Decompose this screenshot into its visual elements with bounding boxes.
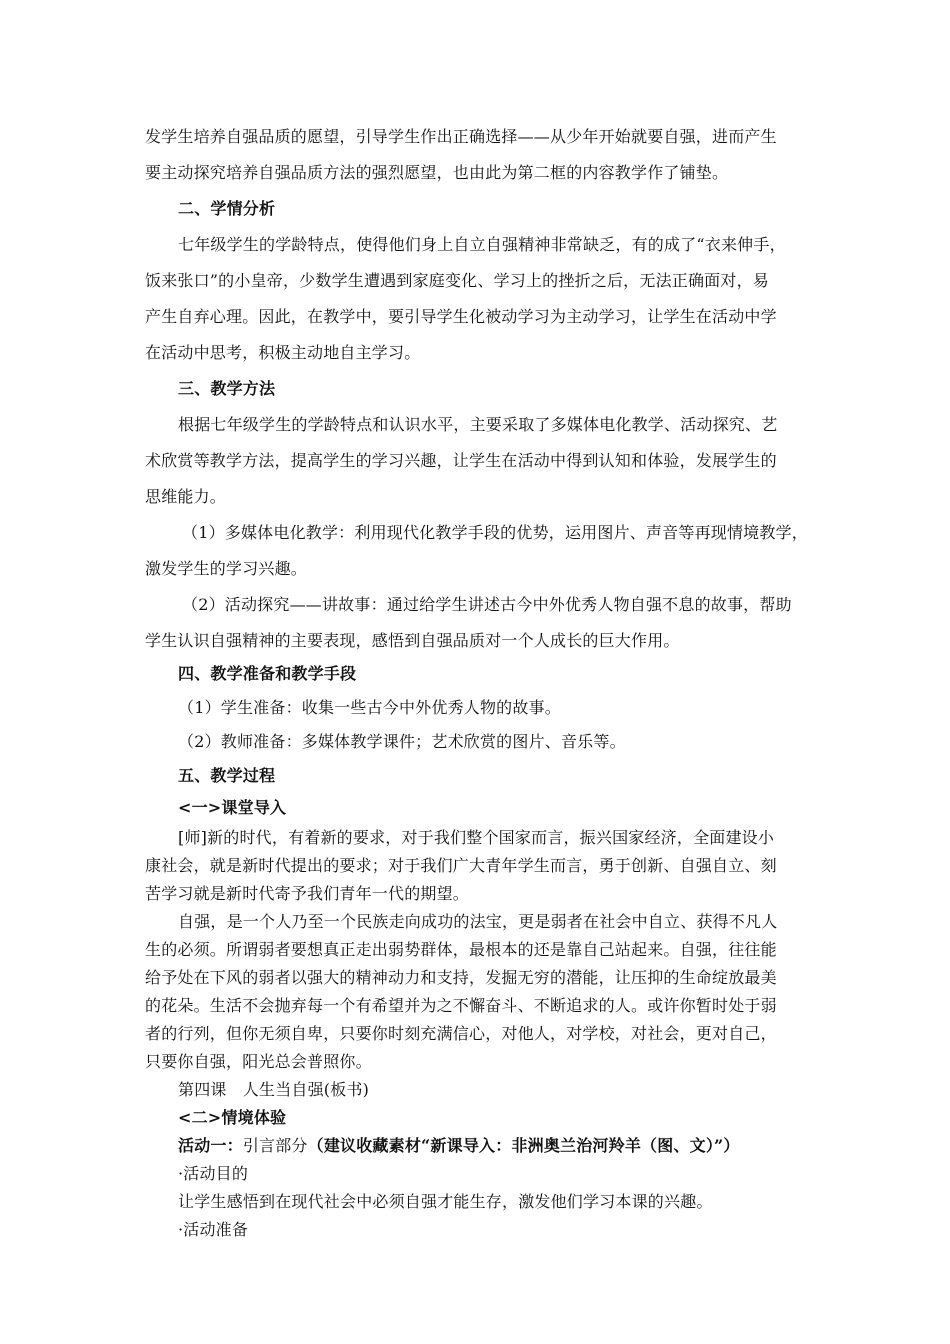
paragraph-line: 自强，是一个人乃至一个民族走向成功的法宝，更是弱者在社会中自立、获得不凡人 (178, 912, 778, 931)
activity-one-line (178, 1136, 740, 1156)
paragraph-line: 苦学习就是新时代寄予我们青年一代的期望。 (145, 884, 470, 903)
paragraph-line: 思维能力。 (145, 487, 227, 506)
subsection-heading-intro: <一>课堂导入 (178, 798, 287, 817)
paragraph-line: 康社会，就是新时代提出的要求；对于我们广大青年学生而言，勇于创新、自强自立、刻 (145, 856, 777, 875)
paragraph-line: 术欣赏等教学方法，提高学生的学习兴趣，让学生在活动中得到认知和体验，发展学生的 (145, 451, 777, 470)
paragraph-line: 只要你自强，阳光总会普照你。 (145, 1052, 372, 1071)
section-heading-teaching-methods: 三、教学方法 (178, 379, 276, 398)
activity-one-note: （建议收藏素材“新课导入：非洲奥兰治河羚羊（图、文）”） (307, 1136, 740, 1155)
paragraph-line: 学生认识自强精神的主要表现，感悟到自强品质对一个人成长的巨大作用。 (145, 631, 680, 650)
list-item-multimedia: （1）多媒体电化教学：利用现代化教学手段的优势，运用图片、声音等再现情境教学， (182, 523, 808, 542)
paragraph-line: 饭来张口”的小皇帝，少数学生遭遇到家庭变化、学习上的挫折之后，无法正确面对，易 (145, 271, 769, 290)
paragraph-line: 发学生培养自强品质的愿望，引导学生作出正确选择——从少年开始就要自强，进而产生 (145, 127, 777, 146)
list-item-teacher-prep: （2）教师准备：多媒体教学课件；艺术欣赏的图片、音乐等。 (178, 732, 626, 751)
list-item-activity-inquiry: （2）活动探究——讲故事：通过给学生讲述古今中外优秀人物自强不息的故事，帮助 (182, 595, 792, 614)
paragraph-line: [师]新的时代，有着新的要求，对于我们整个国家而言，振兴国家经济，全面建设小 (178, 828, 775, 847)
section-heading-preparation: 四、教学准备和教学手段 (178, 664, 357, 683)
subsection-heading-scenario: <二>情境体验 (178, 1108, 287, 1127)
paragraph-line: 产生自弃心理。因此，在教学中，要引导学生化被动学习为主动学习，让学生在活动中学 (145, 307, 777, 326)
section-heading-learner-analysis: 二、学情分析 (178, 199, 276, 218)
paragraph-line: 的花朵。生活不会抛弃每一个有希望并为之不懈奋斗、不断追求的人。或许你暂时处于弱 (145, 996, 777, 1015)
paragraph-line: 根据七年级学生的学龄特点和认识水平，主要采取了多媒体电化教学、活动探究、艺 (178, 415, 778, 434)
bullet-activity-purpose: ·活动目的 (178, 1164, 249, 1183)
paragraph-line: 在活动中思考，积极主动地自主学习。 (145, 343, 421, 362)
paragraph-line: 让学生感悟到在现代社会中必须自强才能生存，激发他们学习本课的兴趣。 (178, 1192, 713, 1211)
paragraph-line: 要主动探究培养自强品质方法的强烈愿望，也由此为第二框的内容教学作了铺垫。 (145, 163, 729, 182)
board-title: 第四课 人生当自强(板书) (178, 1080, 370, 1099)
paragraph-line: 七年级学生的学龄特点，使得他们身上自立自强精神非常缺乏，有的成了“衣来伸手， (178, 235, 786, 254)
paragraph-line: 生的必须。所谓弱者要想真正走出弱势群体，最根本的还是靠自己站起来。自强，往往能 (145, 940, 777, 959)
section-heading-teaching-process: 五、教学过程 (178, 766, 276, 785)
list-item-student-prep: （1）学生准备：收集一些古今中外优秀人物的故事。 (178, 698, 561, 717)
bullet-activity-preparation: ·活动准备 (178, 1220, 249, 1239)
activity-one-title: 引言部分 (242, 1136, 308, 1155)
paragraph-line: 者的行列，但你无须自卑，只要你时刻充满信心，对他人，对学校，对社会，更对自己， (145, 1024, 777, 1043)
paragraph-line: 给予处在下风的弱者以强大的精神动力和支持，发掘无穷的潜能，让压抑的生命绽放最美 (145, 968, 777, 987)
activity-one-label: 活动一： (178, 1136, 243, 1155)
paragraph-line: 激发学生的学习兴趣。 (145, 559, 308, 578)
